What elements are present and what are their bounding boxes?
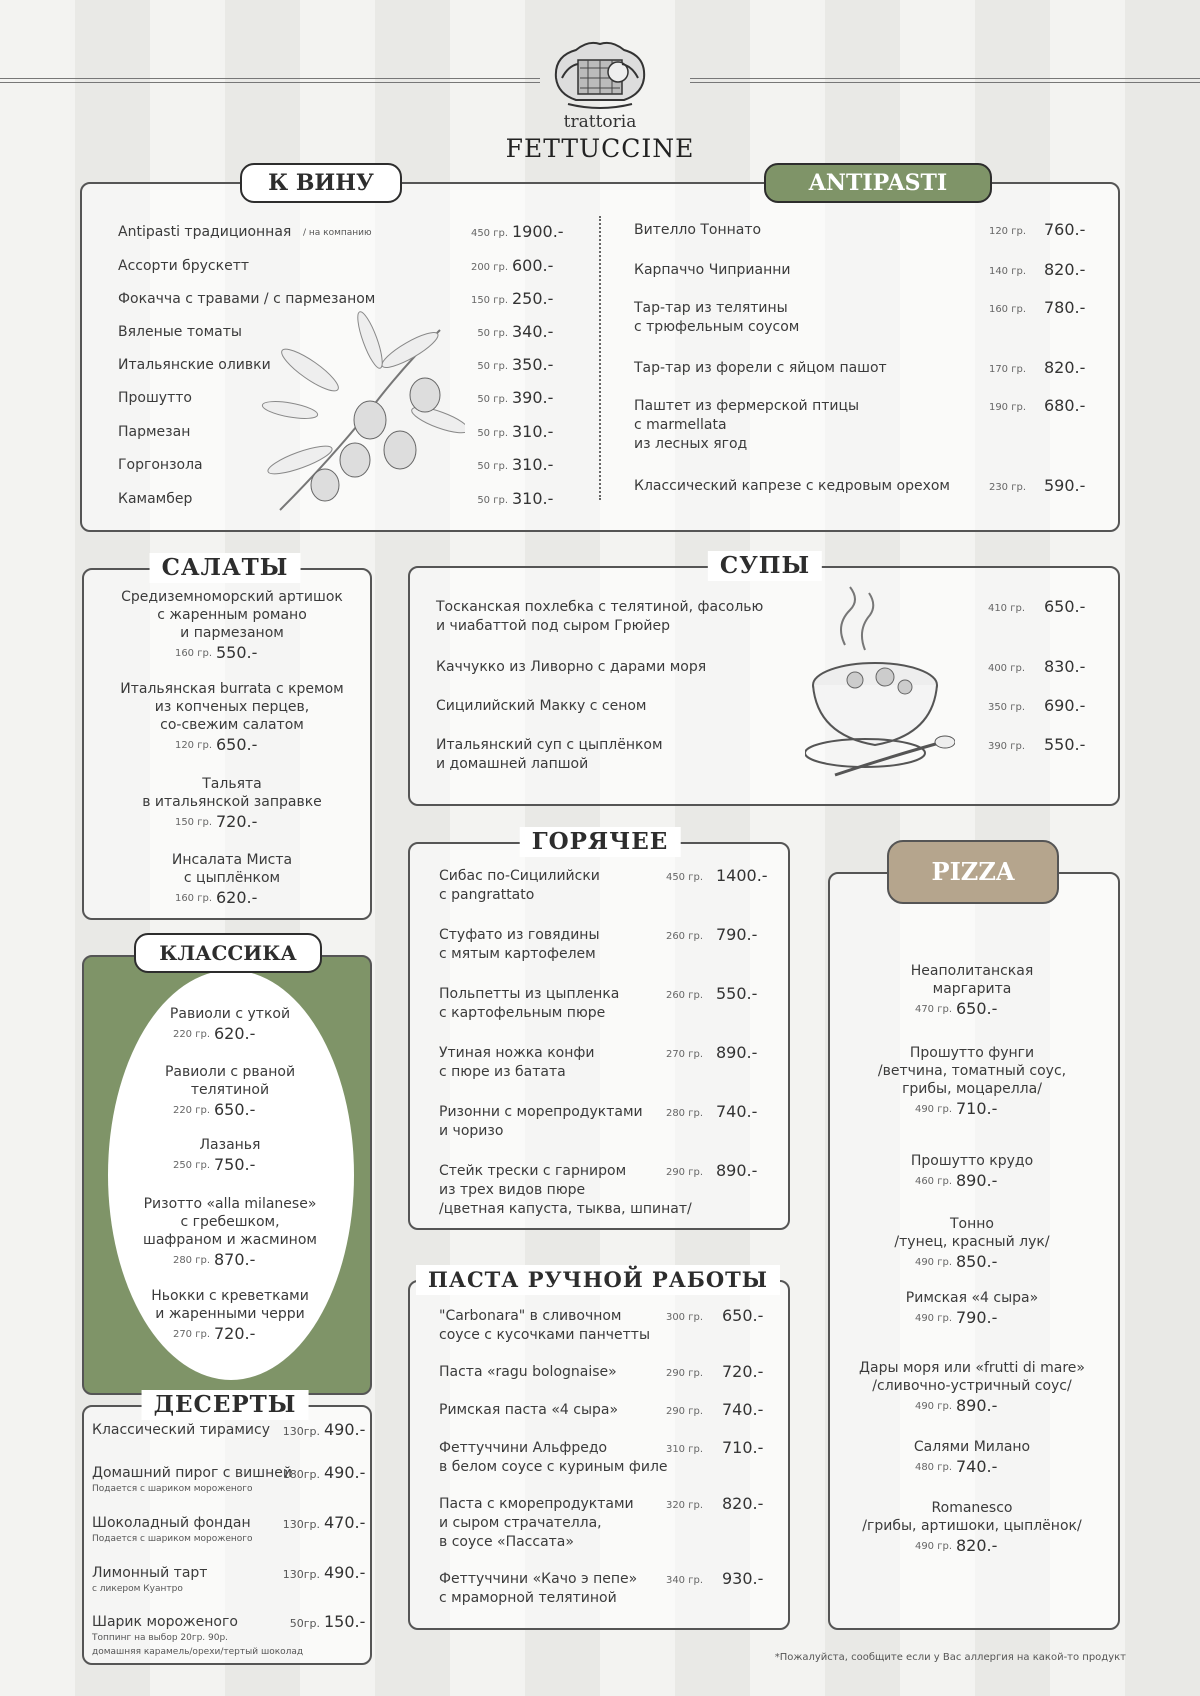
pasta-item-name: Феттуччини Альфредо [439,1440,608,1456]
pizza-item-weight: 490 гр. [914,1257,952,1268]
pasta-item-weight: 310 гр. [665,1444,703,1455]
pasta-item-name: с мраморной телятиной [439,1590,617,1606]
wine-badge: К ВИНУ [240,163,402,203]
hot-item-weight: 270 гр. [665,1049,703,1060]
antipasti-item-weight: 140 гр. [988,266,1026,277]
wine-item-name: Вяленые томаты [118,324,242,340]
classic-item-name: Ризотто «alla milanese» [143,1196,317,1212]
pizza-item-name: Прошутто фунги [909,1045,1035,1061]
wine-item-note: / на компанию [303,228,372,238]
soup-item-name: Сицилийский Макку с сеном [436,698,647,714]
pizza-badge: PIZZA [887,840,1059,904]
pasta-item-weight: 320 гр. [665,1500,703,1511]
pizza-item-name: Неаполитанская [910,963,1034,979]
wine-item-weight: 450 гр. [470,228,508,239]
hot-item-name: Утиная ножка конфи [439,1045,595,1061]
pasta-item-name: Римская паста «4 сыра» [439,1402,619,1418]
wine-item-name: Прошутто [118,390,192,406]
salad-item-weight: 160 гр. [174,648,212,659]
classic-item-price: 750.- [214,1155,256,1174]
soup-item-name: Каччукко из Ливорно с дарами моря [436,659,707,675]
wine-item-weight: 50 гр. [477,361,508,372]
pizza-item-price: 820.- [956,1536,998,1555]
dessert-item-weight: 130гр. [282,1518,320,1531]
soup-item-weight: 400 гр. [987,663,1025,674]
soup-item-price: 650.- [1044,597,1086,616]
wine-item-name: Фокачча с травами / с пармезаном [118,291,376,307]
hot-item-weight: 290 гр. [665,1167,703,1178]
wine-item-name: Пармезан [118,424,191,440]
pasta-item-weight: 300 гр. [665,1312,703,1323]
antipasti-item-weight: 230 гр. [988,482,1026,493]
restaurant-name: FETTUCCINE [505,134,695,163]
classic-item-name: и жаренными черри [155,1306,305,1322]
hot-item-price: 740.- [716,1102,758,1121]
pizza-item-name: /ветчина, томатный соус, [877,1063,1067,1079]
pasta-item-name: Паста с кморепродуктами [439,1496,634,1512]
pizza-item-weight: 490 гр. [914,1541,952,1552]
hot-item-weight: 280 гр. [665,1108,703,1119]
wine-item-name: Antipasti традиционная [118,224,292,240]
wine-item-price: 250.- [512,289,554,308]
soup-item-name: Итальянский суп с цыплёнком [436,737,663,753]
dessert-item-weight: 180гр. [282,1468,320,1481]
dessert-item-price: 490.- [324,1563,366,1582]
divider-line [599,216,602,500]
dessert-item-price: 470.- [324,1513,366,1532]
antipasti-item-name: с трюфельным соусом [634,319,800,335]
salad-item-price: 550.- [216,643,258,662]
salad-item-price: 620.- [216,888,258,907]
wine-item-weight: 200 гр. [470,262,508,273]
salad-item-weight: 120 гр. [174,740,212,751]
pizza-item-name: Салями Милано [913,1439,1031,1455]
hot-item-price: 890.- [716,1043,758,1062]
hot-item-weight: 450 гр. [665,872,703,883]
pasta-item-price: 930.- [722,1569,764,1588]
classic-item-name: Ньокки с креветками [151,1288,309,1304]
hot-item-name: с мятым картофелем [439,946,596,962]
classic-item-name: Равиоли с уткой [169,1006,291,1022]
dessert-item-name: Классический тирамису [92,1422,271,1438]
hot-item-name: с картофельным пюре [439,1005,606,1021]
antipasti-item-price: 680.- [1044,396,1086,415]
hot-item-price: 890.- [716,1161,758,1180]
wine-item-weight: 50 гр. [477,394,508,405]
pizza-item-price: 890.- [956,1396,998,1415]
pizza-item-weight: 460 гр. [914,1176,952,1187]
antipasti-item-weight: 190 гр. [988,402,1026,413]
pizza-item-name: /грибы, артишоки, цыплёнок/ [862,1518,1082,1534]
pasta-item-name: соусе с кусочками панчетты [439,1327,651,1343]
wine-item-name: Ассорти брускетт [118,258,250,274]
hot-item-name: Ризонни с морепродуктами [439,1104,643,1120]
pasta-item-name: Паста «ragu bolognaise» [439,1364,617,1380]
salad-item-weight: 150 гр. [174,817,212,828]
desserts-title: ДЕСЕРТЫ [142,1390,309,1420]
dessert-item-note: Топпинг на выбор 20гр. 90р. [92,1633,229,1643]
salad-item-name: Средиземноморский артишок [121,589,343,605]
hot-item-weight: 260 гр. [665,990,703,1001]
dessert-item-weight: 130гр. [282,1568,320,1581]
hot-item-name: Стейк трески с гарниром [439,1163,627,1179]
pizza-item-name: Римская «4 сыра» [905,1290,1039,1306]
pizza-item-price: 850.- [956,1252,998,1271]
salad-item-name: Инсалата Миста [171,852,293,868]
pizza-item-price: 650.- [956,999,998,1018]
antipasti-item-weight: 160 гр. [988,304,1026,315]
soup-item-weight: 410 гр. [987,603,1025,614]
salad-item-price: 650.- [216,735,258,754]
dessert-item-name: Шоколадный фондан [92,1515,251,1531]
salad-item-name: Итальянская burrata с кремом [120,681,344,697]
soup-item-price: 690.- [1044,696,1086,715]
antipasti-item-price: 590.- [1044,476,1086,495]
antipasti-item-price: 780.- [1044,298,1086,317]
pasta-item-weight: 290 гр. [665,1368,703,1379]
pasta-item-name: в белом соусе с куриным филе [439,1459,668,1475]
pizza-item-price: 790.- [956,1308,998,1327]
wine-item-weight: 50 гр. [477,328,508,339]
dessert-item-name: Домашний пирог с вишней [92,1465,292,1481]
hot-item-name: Стуфато из говядины [439,927,600,943]
wine-item-price: 310.- [512,489,554,508]
pasta-item-name: и сыром страчателла, [439,1515,602,1531]
pizza-item-price: 890.- [956,1171,998,1190]
pizza-item-name: Тонно [950,1216,994,1232]
header-rule-right [690,78,1200,83]
pizza-item-price: 740.- [956,1457,998,1476]
salad-item-weight: 160 гр. [174,893,212,904]
pasta-item-price: 720.- [722,1362,764,1381]
pasta-title: ПАСТА РУЧНОЙ РАБОТЫ [416,1265,780,1295]
restaurant-tagline: trattoria [563,112,637,132]
dessert-item-price: 490.- [324,1463,366,1482]
hot-item-name: и чоризо [439,1123,504,1139]
pasta-item-weight: 340 гр. [665,1575,703,1586]
salads-title: САЛАТЫ [150,553,301,583]
pizza-item-weight: 490 гр. [914,1313,952,1324]
hot-item-weight: 260 гр. [665,931,703,942]
pasta-item-name: в соусе «Пассата» [439,1534,574,1550]
salad-item-name: со-свежим салатом [160,717,304,733]
pizza-item-name: Прошутто крудо [910,1153,1034,1169]
hot-title: ГОРЯЧЕЕ [520,827,681,857]
pizza-item-name: /тунец, красный лук/ [894,1234,1050,1250]
pizza-item-weight: 480 гр. [914,1462,952,1473]
wine-item-name: Итальянские оливки [118,357,271,373]
wine-item-price: 310.- [512,422,554,441]
classic-item-weight: 280 гр. [172,1255,210,1266]
wine-item-price: 350.- [512,355,554,374]
wine-item-weight: 50 гр. [477,428,508,439]
salad-item-name: в итальянской заправке [142,794,322,810]
pizza-item-weight: 490 гр. [914,1104,952,1115]
wine-item-price: 310.- [512,455,554,474]
wine-item-name: Горгонзола [118,457,203,473]
antipasti-item-price: 820.- [1044,358,1086,377]
antipasti-item-weight: 170 гр. [988,364,1026,375]
classic-item-name: Лазанья [199,1137,261,1153]
dessert-item-note: домашняя карамель/орехи/тертый шоколад [92,1647,304,1657]
salad-item-name: с цыплёнком [183,870,281,886]
olive-branch-illustration [250,310,465,520]
allergy-note: *Пожалуйста, сообщите если у Вас аллергия на какой-то продукт [774,1652,1126,1663]
pasta-item-price: 710.- [722,1438,764,1457]
pizza-item-name: маргарита [932,981,1012,997]
wine-item-name: Камамбер [118,491,193,507]
classic-item-name: шафраном и жасмином [143,1232,317,1248]
salad-item-name: с жаренным романо [157,607,307,623]
header-rule-left [0,78,540,83]
classic-item-weight: 250 гр. [172,1160,210,1171]
antipasti-item-weight: 120 гр. [988,226,1026,237]
hot-item-name: с pangrattato [439,887,535,903]
dessert-item-note: Подается с шариком мороженого [92,1484,253,1494]
wine-item-price: 600.- [512,256,554,275]
classic-item-weight: 220 гр. [172,1029,210,1040]
hot-item-price: 790.- [716,925,758,944]
soups-title: СУПЫ [708,551,822,581]
soup-item-price: 830.- [1044,657,1086,676]
classic-item-price: 720.- [214,1324,256,1343]
pasta-item-weight: 290 гр. [665,1406,703,1417]
soup-item-name: и домашней лапшой [436,756,589,772]
hot-item-name: Сибас по-Сицилийски [439,868,600,884]
pizza-item-name: /сливочно-устричный соус/ [872,1378,1072,1394]
soup-item-name: и чиабаттой под сыром Грюйер [436,618,671,634]
dessert-item-weight: 130гр. [282,1425,320,1438]
antipasti-badge: ANTIPASTI [764,163,992,203]
classic-badge: КЛАССИКА [134,933,322,973]
classic-item-name: с гребешком, [180,1214,280,1230]
hot-item-price: 550.- [716,984,758,1003]
antipasti-item-name: с marmellata [634,417,727,433]
wine-item-weight: 150 гр. [470,295,508,306]
classic-item-name: Равиоли с рваной [164,1064,296,1080]
classic-item-name: телятиной [190,1082,270,1098]
hot-item-name: из трех видов пюре [439,1182,586,1198]
pizza-item-price: 710.- [956,1099,998,1118]
soup-item-weight: 350 гр. [987,702,1025,713]
soup-item-name: Тосканская похлебка с телятиной, фасолью [436,599,764,615]
hot-item-price: 1400.- [716,866,768,885]
antipasti-item-name: Тар-тар из форели с яйцом пашот [634,360,887,376]
pizza-item-name: грибы, моцарелла/ [902,1081,1042,1097]
wine-item-price: 390.- [512,388,554,407]
pizza-item-name: Romanesco [931,1500,1013,1516]
salad-item-name: и пармезаном [180,625,284,641]
salad-item-price: 720.- [216,812,258,831]
salad-item-name: Тальята [202,776,262,792]
dessert-item-name: Шарик мороженого [92,1614,238,1630]
antipasti-item-price: 760.- [1044,220,1086,239]
pasta-item-price: 650.- [722,1306,764,1325]
antipasti-item-name: Классический капрезе с кедровым орехом [634,478,950,494]
hot-item-name: с пюре из батата [439,1064,566,1080]
dessert-item-name: Лимонный тарт [92,1565,208,1581]
dessert-item-weight: 50гр. [289,1617,320,1630]
pizza-item-name: Дары моря или «frutti di mare» [859,1360,1085,1376]
dessert-item-price: 490.- [324,1420,366,1439]
soup-bowl-illustration [805,585,955,790]
classic-item-price: 620.- [214,1024,256,1043]
dessert-item-price: 150.- [324,1612,366,1631]
antipasti-item-name: Паштет из фермерской птицы [634,398,860,414]
antipasti-item-price: 820.- [1044,260,1086,279]
antipasti-item-name: Вителло Тоннато [634,222,762,238]
wine-item-weight: 50 гр. [477,461,508,472]
wine-item-price: 340.- [512,322,554,341]
soup-item-weight: 390 гр. [987,741,1025,752]
hot-item-name: Польпетты из цыпленка [439,986,620,1002]
restaurant-emblem [548,38,652,110]
pasta-item-name: Феттуччини «Качо э пепе» [439,1571,638,1587]
classic-item-weight: 220 гр. [172,1105,210,1116]
antipasti-item-name: Тар-тар из телятины [634,300,788,316]
wine-item-price: 1900.- [512,222,564,241]
pizza-item-weight: 490 гр. [914,1401,952,1412]
pasta-item-price: 820.- [722,1494,764,1513]
classic-item-weight: 270 гр. [172,1329,210,1340]
antipasti-item-name: Карпаччо Чиприанни [634,262,791,278]
salad-item-name: из копченых перцев, [154,699,310,715]
dessert-item-note: Подается с шариком мороженого [92,1534,253,1544]
antipasti-item-name: из лесных ягод [634,436,748,452]
dessert-item-note: с ликером Куантро [92,1584,183,1594]
classic-item-price: 870.- [214,1250,256,1269]
hot-item-name: /цветная капуста, тыква, шпинат/ [439,1201,692,1217]
classic-item-price: 650.- [214,1100,256,1119]
pizza-item-weight: 470 гр. [914,1004,952,1015]
pasta-item-price: 740.- [722,1400,764,1419]
pasta-item-name: "Carbonara" в сливочном [439,1308,622,1324]
wine-item-weight: 50 гр. [477,495,508,506]
soup-item-price: 550.- [1044,735,1086,754]
